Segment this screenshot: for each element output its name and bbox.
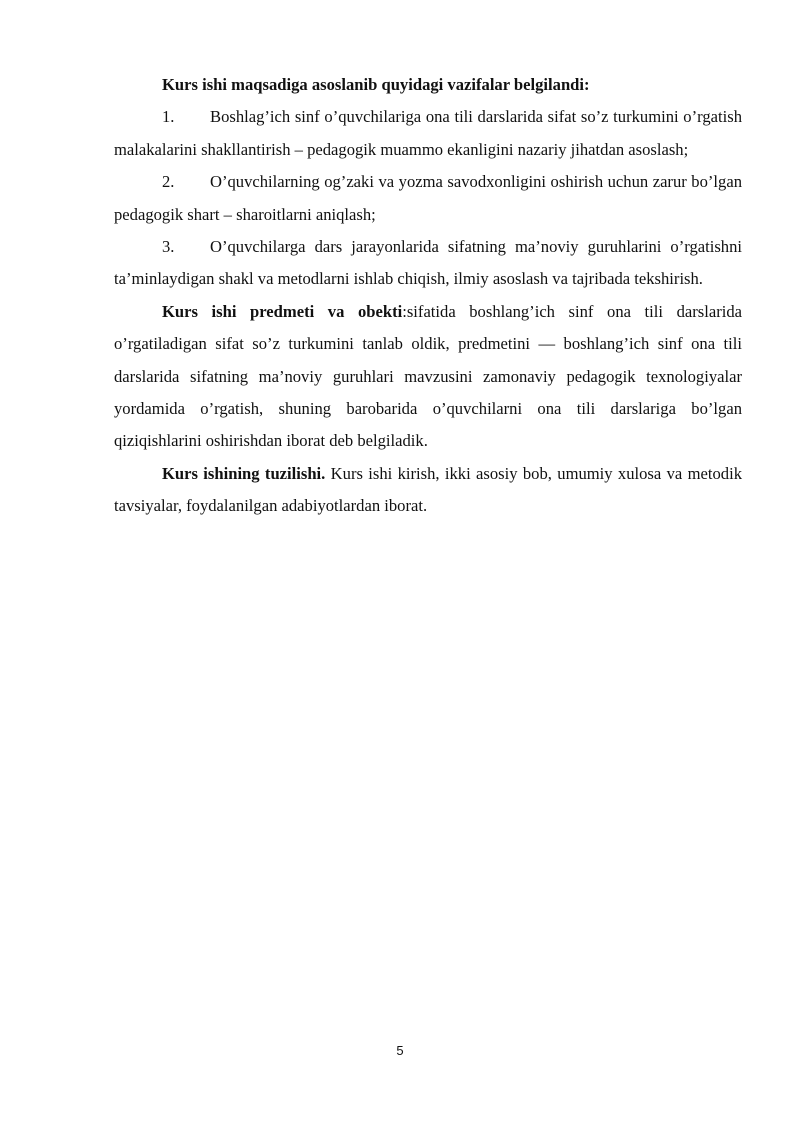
structure-paragraph <box>114 458 742 523</box>
structure-label: Kurs ishining tuzilishi. <box>162 463 326 483</box>
task-item-1 <box>114 101 742 166</box>
subject-text: :sifatida boshlang’ich sinf ona tili darslarida o’rgatiladigan sifat so’z turkumini tanlab oldik, predmetini — boshlang’ich sinf ona tili darslarida sifatning ma’noviy guruhlari mavzusini zamonaviy pedagogik texnologiyalar yordamida o’rgatish, shuning barobarida o’quvchilarni ona tili darslariga bo’lgan qiziqishlarini oshirishdan iborat deb belgiladik. <box>114 301 742 451</box>
task-text: O’quvchilarga dars jarayonlarida sifatning ma’noviy guruhlarini o’rgatishni ta’minlaydigan shakl va metodlarni ishlab chiqish, ilmiy asoslash va tajribada tekshirish. <box>114 237 742 289</box>
task-number: 1. <box>162 107 175 127</box>
task-item-3 <box>114 231 742 296</box>
page-body <box>114 69 742 523</box>
task-number: 3. <box>162 237 175 257</box>
subject-paragraph <box>114 296 742 458</box>
tasks-heading: Kurs ishi maqsadiga asoslanib quyidagi vazifalar belgilandi: <box>162 75 590 94</box>
page-number: 5 <box>396 1043 404 1058</box>
task-number: 2. <box>162 172 175 192</box>
task-item-2 <box>114 166 742 231</box>
structure-text: Kurs ishi kirish, ikki asosiy bob, umumiy xulosa va metodik tavsiyalar, foydalanilgan adabiyotlardan iborat. <box>114 463 742 516</box>
task-text: O’quvchilarning og’zaki va yozma savodxonligini oshirish uchun zarur bo’lgan pedagogik shart – sharoitlarni aniqlash; <box>114 172 742 224</box>
subject-label: Kurs ishi predmeti va obekti <box>162 301 403 321</box>
task-text: Boshlag’ich sinf o’quvchilariga ona tili darslarida sifat so’z turkumini o’rgatish malakalarini shakllantirish – pedagogik muammo ekanligini nazariy jihatdan asoslash; <box>114 107 742 159</box>
